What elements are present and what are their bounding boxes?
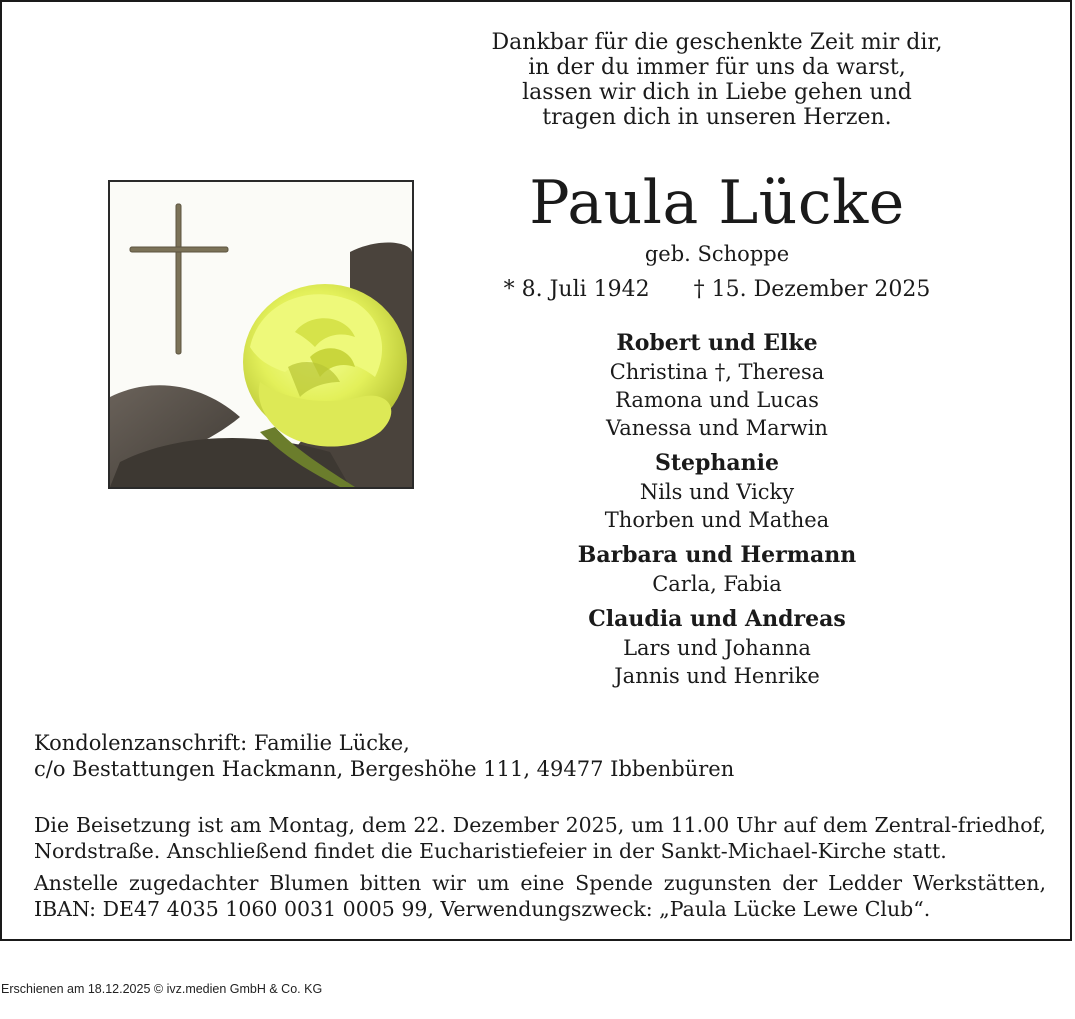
family-member: Ramona und Lucas [615, 388, 819, 412]
death-date: † 15. Dezember 2025 [693, 277, 931, 302]
condolence-line: c/o Bestattungen Hackmann, Bergeshöhe 111, 49477 Ibbenbüren [34, 757, 735, 781]
family-group [402, 328, 1032, 442]
family-head: Stephanie [654, 450, 780, 476]
family-member: Thorben und Mathea [604, 508, 830, 532]
maiden-name: geb. Schoppe [644, 242, 790, 266]
mourners-list [402, 328, 1032, 690]
family-head: Robert und Elke [616, 330, 818, 356]
family-head: Barbara und Hermann [577, 542, 857, 568]
family-member: Nils und Vicky [639, 480, 795, 504]
family-group [402, 448, 1032, 534]
donation-info: Anstelle zugedachter Blumen bitten wir um eine Spende zugunsten der Ledder Werkstätten, IBAN: DE47 4035 1060 0031 0005 99, Verwendungszweck: „Paula Lücke Lewe Club“. [34, 871, 1046, 921]
deceased-name: Paula Lücke [529, 168, 905, 238]
poem-line: tragen dich in unseren Herzen. [542, 105, 892, 130]
cross-and-rose-image [108, 180, 414, 489]
poem-line: Dankbar für die geschenkte Zeit mir dir, [491, 30, 943, 55]
family-group [402, 604, 1032, 690]
poem-line: lassen wir dich in Liebe gehen und [522, 80, 912, 105]
memorial-poem [402, 30, 1032, 130]
family-member: Carla, Fabia [652, 572, 782, 596]
family-group [402, 540, 1032, 598]
family-member: Christina †, Theresa [609, 360, 825, 384]
cross-and-yellow-rose-icon [110, 182, 412, 487]
burial-info: Die Beisetzung ist am Montag, dem 22. Dezember 2025, um 11.00 Uhr auf dem Zentral-friedhof, Nordstraße. Anschließend findet die Eucharistiefeier in der Sankt-Michael-Kirche statt. [34, 813, 1046, 863]
life-dates [402, 276, 1032, 304]
family-member: Jannis und Henrike [614, 664, 820, 688]
condolence-line: Kondolenzanschrift: Familie Lücke, [34, 731, 410, 755]
family-head: Claudia und Andreas [588, 606, 846, 632]
publication-footer: Erschienen am 18.12.2025 © ivz.medien GmbH & Co. KG [1, 982, 323, 996]
condolence-address [34, 730, 1044, 782]
family-member: Vanessa und Marwin [606, 416, 828, 440]
poem-line: in der du immer für uns da warst, [528, 55, 906, 80]
family-member: Lars und Johanna [623, 636, 811, 660]
birth-date: * 8. Juli 1942 [503, 277, 650, 302]
